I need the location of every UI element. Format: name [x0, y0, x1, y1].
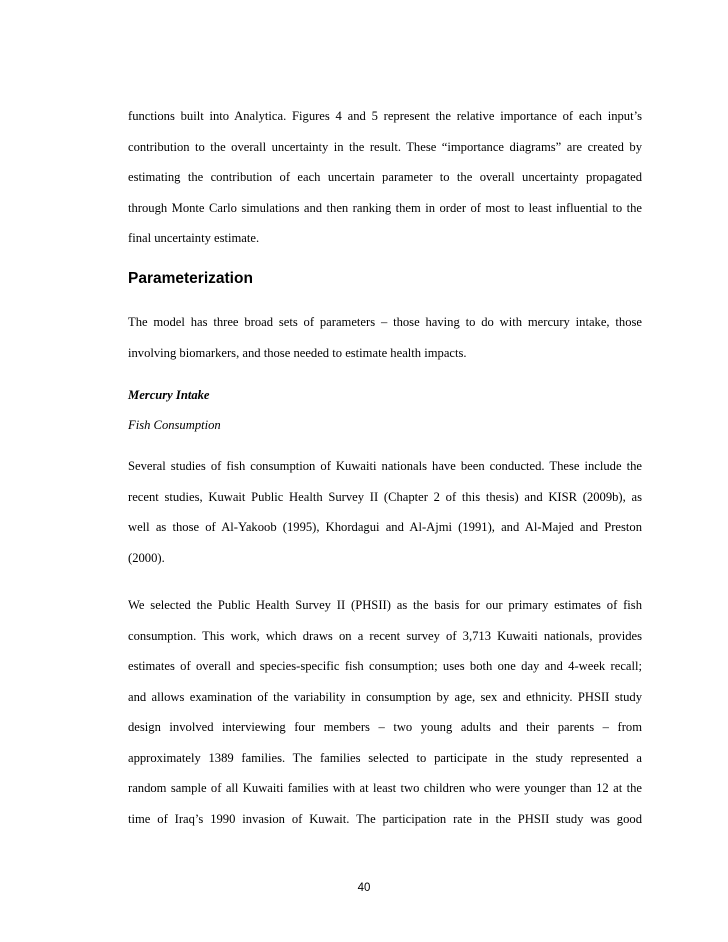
text-line: and allows examination of the variability in consumption by age, sex and ethnicity. PHSII study [128, 689, 642, 704]
paragraph-studies [128, 451, 642, 573]
text-line: (2000). [128, 550, 165, 565]
subheading-fish-consumption: Fish Consumption [128, 418, 221, 432]
section-heading: Parameterization [128, 270, 253, 287]
text-line: consumption. This work, which draws on a recent survey of 3,713 Kuwaiti nationals, provides [128, 628, 642, 643]
text-line: The model has three broad sets of parameters – those having to do with mercury intake, those [128, 315, 642, 329]
paragraph-parameters [128, 307, 642, 368]
text-line: final uncertainty estimate. [128, 231, 260, 245]
text-line: recent studies, Kuwait Public Health Survey II (Chapter 2 of this thesis) and KISR (2009b), as [128, 489, 642, 504]
text-line: through Monte Carlo simulations and then ranking them in order of most to least influential to the [128, 200, 642, 215]
text-line: random sample of all Kuwaiti families with at least two children who were younger than 12 at the [128, 781, 642, 795]
paragraph-phsii [128, 590, 642, 834]
text-line: contribution to the overall uncertainty in the result. These “importance diagrams” are created by [128, 139, 642, 154]
text-line: design involved interviewing four members – two young adults and their parents – from [128, 720, 642, 734]
text-line: estimates of overall and species-specific fish consumption; uses both one day and 4-week recall; [128, 659, 642, 673]
text-line: time of Iraq’s 1990 invasion of Kuwait. The participation rate in the PHSII study was good [128, 811, 642, 826]
text-line: functions built into Analytica. Figures 4 and 5 represent the relative importance of each input’s [128, 109, 642, 123]
page-number: 40 [357, 882, 371, 894]
text-line: involving biomarkers, and those needed to estimate health impacts. [128, 345, 467, 360]
text-line: well as those of Al-Yakoob (1995), Khordagui and Al-Ajmi (1991), and Al-Majed and Preston [128, 520, 642, 534]
text-line: approximately 1389 families. The families selected to participate in the study represented a [128, 750, 642, 765]
paragraph-analytica [128, 101, 642, 254]
subheading-mercury-intake: Mercury Intake [128, 388, 210, 402]
text-line: estimating the contribution of each uncertain parameter to the overall uncertainty propagated [128, 170, 642, 184]
text-line: Several studies of fish consumption of Kuwaiti nationals have been conducted. These include the [128, 459, 642, 473]
text-line: We selected the Public Health Survey II (PHSII) as the basis for our primary estimates of fish [128, 598, 642, 612]
